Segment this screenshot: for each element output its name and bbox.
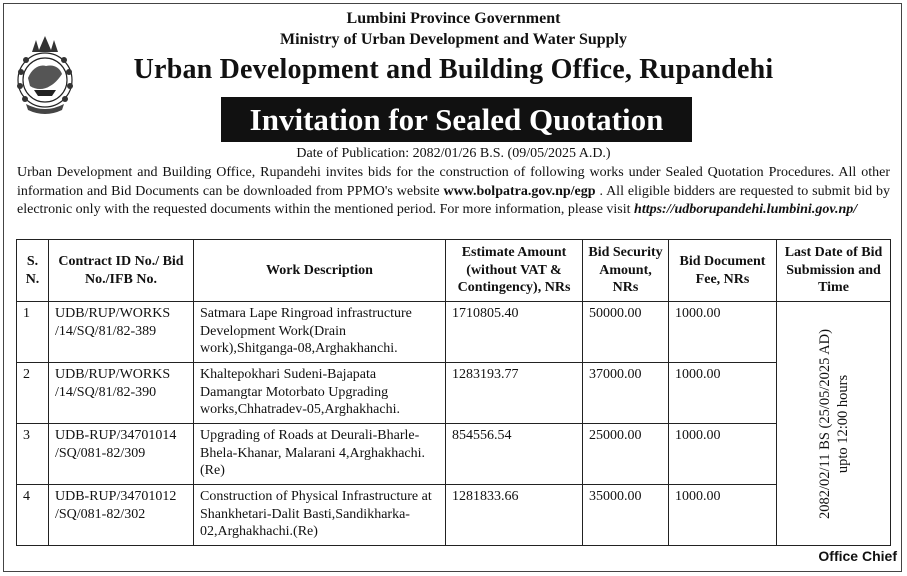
cell-estimate: 1281833.66: [446, 485, 583, 546]
cell-estimate: 854556.54: [446, 424, 583, 485]
cell-estimate: 1283193.77: [446, 363, 583, 424]
cell-security: 25000.00: [583, 424, 669, 485]
intro-paragraph: Urban Development and Building Office, Rupandehi invites bids for the construction of following works under Sealed Quotation Procedures. All other information and Bid Documents can be downloaded from PPMO's website www.bolpatra.gov.np/egp . All eligible bidders are requested to submit bid by electronic only with the requested documents within the mentioned period. For more information, please visit https://udborupandehi.lumbini.gov.np/: [17, 165, 890, 218]
works-table: [16, 239, 891, 546]
cell-security: 50000.00: [583, 302, 669, 363]
header-bid-security: Bid Security Amount, NRs: [583, 240, 669, 302]
header-bid-document-fee: Bid Document Fee, NRs: [669, 240, 777, 302]
cell-estimate: 1710805.40: [446, 302, 583, 363]
cell-work-description: Construction of Physical Infrastructure at Shankhetari-Dalit Basti,Sandikharka-02,Arghakhachi.(Re): [194, 485, 446, 546]
header-sn: S. N.: [17, 240, 49, 302]
cell-fee: 1000.00: [669, 302, 777, 363]
office-name: Urban Development and Building Office, Rupandehi: [133, 54, 774, 85]
cell-contract-id: UDB-RUP/34701014 /SQ/081-82/309: [49, 424, 194, 485]
office-website-link[interactable]: https://udborupandehi.lumbini.gov.np/: [634, 202, 858, 218]
cell-sn: 1: [17, 302, 49, 363]
cell-fee: 1000.00: [669, 485, 777, 546]
cell-sn: 3: [17, 424, 49, 485]
ministry-name: Ministry of Urban Development and Water Supply: [280, 31, 627, 48]
cell-contract-id: UDB/RUP/WORKS /14/SQ/81/82-389: [49, 302, 194, 363]
cell-security: 35000.00: [583, 485, 669, 546]
table-header-row: [17, 240, 891, 302]
cell-sn: 4: [17, 485, 49, 546]
table-row: [17, 302, 891, 363]
cell-fee: 1000.00: [669, 363, 777, 424]
deadline-date: 2082/02/11 BS (25/05/2025 AD): [816, 328, 833, 519]
header-estimate-amount: Estimate Amount (without VAT & Contingency), NRs: [446, 240, 583, 302]
table-row: [17, 424, 891, 485]
cell-security: 37000.00: [583, 363, 669, 424]
ppmo-website-link[interactable]: www.bolpatra.gov.np/egp: [443, 183, 596, 199]
cell-work-description: Upgrading of Roads at Deurali-Bharle-Bhela-Khanar, Malarani 4,Arghakhachi.(Re): [194, 424, 446, 485]
header-last-date: Last Date of Bid Submission and Time: [777, 240, 891, 302]
cell-contract-id: UDB-RUP/34701012 /SQ/081-82/302: [49, 485, 194, 546]
deadline-time: upto 12:00 hours: [834, 374, 851, 473]
header-work-description: Work Description: [194, 240, 446, 302]
cell-fee: 1000.00: [669, 424, 777, 485]
publication-date: Date of Publication: 2082/01/26 B.S. (09/05/2025 A.D.): [296, 146, 611, 161]
header-contract-id: Contract ID No./ Bid No./IFB No.: [49, 240, 194, 302]
cell-submission-deadline: [777, 302, 891, 546]
table-row: [17, 363, 891, 424]
cell-contract-id: UDB/RUP/WORKS /14/SQ/81/82-390: [49, 363, 194, 424]
cell-work-description: Satmara Lape Ringroad infrastructure Development Work(Drain work),Shitganga-08,Arghakhanchi.: [194, 302, 446, 363]
signature-office-chief: Office Chief: [818, 548, 897, 564]
government-name: Lumbini Province Government: [346, 10, 561, 27]
table-row: [17, 485, 891, 546]
cell-work-description: Khaltepokhari Sudeni-Bajapata Damangtar Motorbato Upgrading works,Chhatradev-05,Arghakhachi.: [194, 363, 446, 424]
cell-sn: 2: [17, 363, 49, 424]
notice-title-banner: Invitation for Sealed Quotation: [221, 97, 692, 142]
